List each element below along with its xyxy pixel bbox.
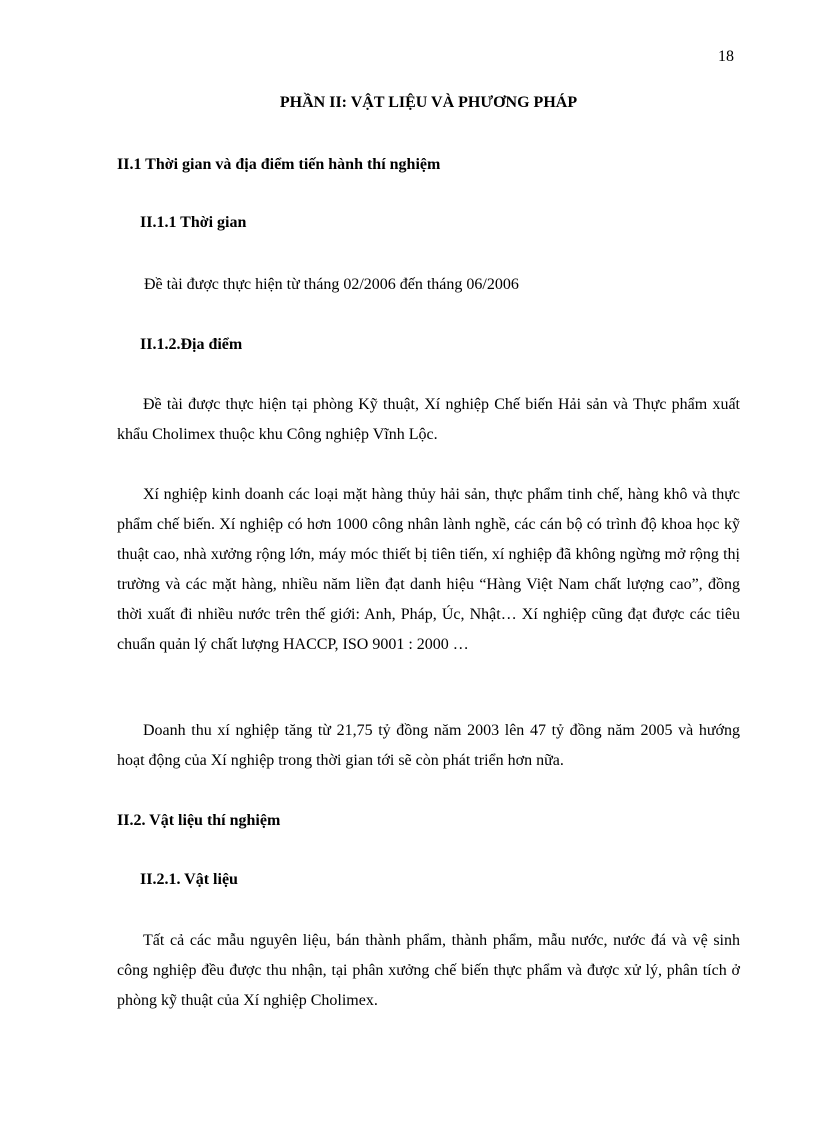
page-number: 18 <box>718 48 734 65</box>
subsection-heading-place: II.1.2.Địa điểm <box>140 336 243 353</box>
subsection-heading-time: II.1.1 Thời gian <box>140 214 247 231</box>
time-paragraph: Đề tài được thực hiện từ tháng 02/2006 đến tháng 06/2006 <box>144 276 519 293</box>
section-heading-time-place: II.1 Thời gian và địa điểm tiến hành thí nghiệm <box>117 156 441 173</box>
subsection-heading-materials: II.2.1. Vật liệu <box>140 871 238 888</box>
page-title: PHẦN II: VẬT LIỆU VÀ PHƯƠNG PHÁP <box>279 94 578 111</box>
revenue-paragraph: Doanh thu xí nghiệp tăng từ 21,75 tỷ đồng năm 2003 lên 47 tỷ đồng năm 2005 và hướng hoạt động của Xí nghiệp trong thời gian tới sẽ còn phát triển hơn nữa. <box>117 722 740 769</box>
section-heading-materials: II.2. Vật liệu thí nghiệm <box>117 812 281 829</box>
place-paragraph: Đề tài được thực hiện tại phòng Kỹ thuật, Xí nghiệp Chế biến Hải sản và Thực phẩm xuất khẩu Cholimex thuộc khu Công nghiệp Vĩnh Lộc. <box>117 396 740 443</box>
company-paragraph: Xí nghiệp kinh doanh các loại mặt hàng thủy hải sản, thực phẩm tinh chế, hàng khô và thực phẩm chế biến. Xí nghiệp có hơn 1000 công nhân lành nghề, các cán bộ có trình độ khoa học kỹ thuật cao, nhà xưởng rộng lớn, máy móc thiết bị tiên tiến, xí nghiệp đã không ngừng mở rộng thị trường và các mặt hàng, nhiều năm liền đạt danh hiệu “Hàng Việt Nam chất lượng cao”, đồng thời xuất đi nhiều nước trên thế giới: Anh, Pháp, Úc, Nhật… Xí nghiệp cũng đạt được các tiêu chuẩn quản lý chất lượng HACCP, ISO 9001 : 2000 … <box>117 486 740 653</box>
materials-paragraph: Tất cả các mẫu nguyên liệu, bán thành phẩm, thành phẩm, mẫu nước, nước đá và vệ sinh công nghiệp đều được thu nhận, tại phân xưởng chế biến thực phẩm và được xử lý, phân tích ở phòng kỹ thuật của Xí nghiệp Cholimex. <box>117 932 740 1009</box>
